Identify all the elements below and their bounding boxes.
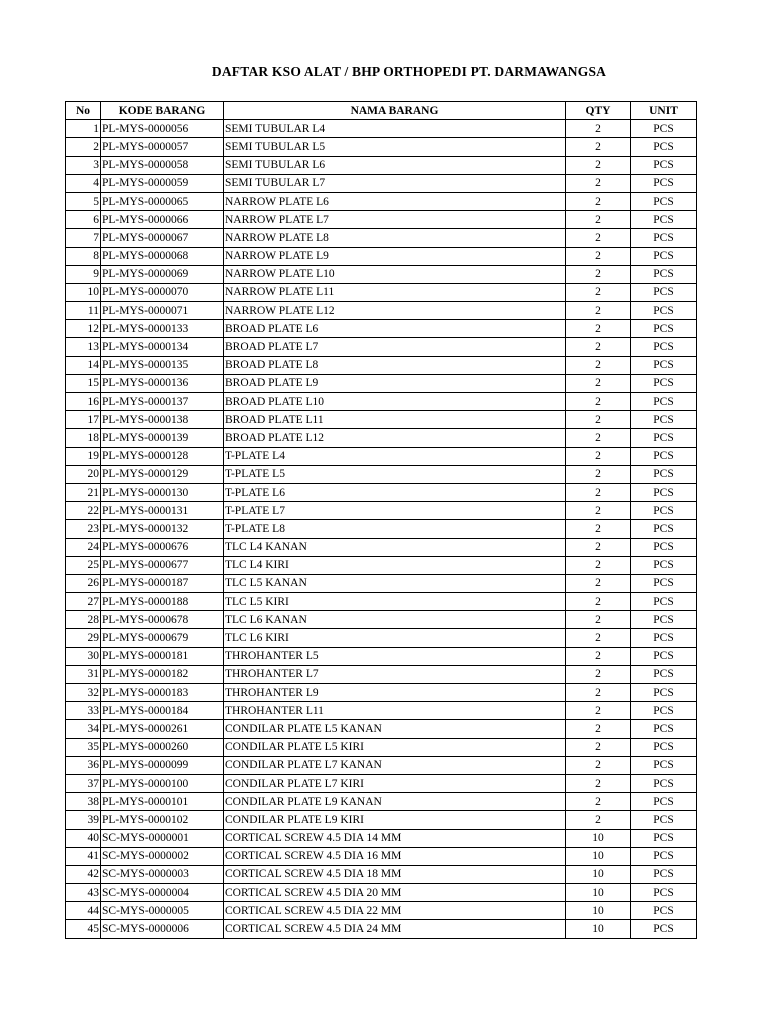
qty-cell: 10 [566,884,631,902]
row-number: 26 [66,574,101,592]
unit-cell: PCS [631,229,697,247]
nama-barang-cell: TLC L6 KANAN [224,611,566,629]
qty-cell: 2 [566,556,631,574]
row-number: 35 [66,738,101,756]
nama-barang-cell: BROAD PLATE L11 [224,411,566,429]
table-row [66,611,697,629]
kode-barang-cell: PL-MYS-0000182 [101,665,224,683]
kode-barang-cell: PL-MYS-0000067 [101,229,224,247]
kode-barang-cell: PL-MYS-0000134 [101,338,224,356]
qty-cell: 2 [566,593,631,611]
table-row [66,429,697,447]
unit-cell: PCS [631,593,697,611]
kode-barang-cell: PL-MYS-0000261 [101,720,224,738]
kode-barang-cell: PL-MYS-0000677 [101,556,224,574]
row-number: 33 [66,702,101,720]
qty-cell: 2 [566,483,631,501]
row-number: 2 [66,138,101,156]
nama-barang-cell: T-PLATE L5 [224,465,566,483]
row-number: 27 [66,593,101,611]
kode-barang-cell: PL-MYS-0000188 [101,593,224,611]
row-number: 30 [66,647,101,665]
unit-cell: PCS [631,138,697,156]
table-row [66,338,697,356]
kode-barang-cell: PL-MYS-0000128 [101,447,224,465]
table-row [66,174,697,192]
unit-cell: PCS [631,429,697,447]
row-number: 21 [66,483,101,501]
inventory-table [65,101,697,939]
kode-barang-cell: PL-MYS-0000057 [101,138,224,156]
qty-cell: 2 [566,665,631,683]
nama-barang-cell: T-PLATE L4 [224,447,566,465]
table-row [66,684,697,702]
kode-barang-cell: SC-MYS-0000001 [101,829,224,847]
row-number: 40 [66,829,101,847]
nama-barang-cell: T-PLATE L8 [224,520,566,538]
row-number: 34 [66,720,101,738]
qty-cell: 10 [566,865,631,883]
table-row [66,793,697,811]
qty-cell: 2 [566,283,631,301]
header-kode-barang: KODE BARANG [101,102,224,120]
header-no: No [66,102,101,120]
kode-barang-cell: PL-MYS-0000068 [101,247,224,265]
qty-cell: 2 [566,447,631,465]
kode-barang-cell: PL-MYS-0000058 [101,156,224,174]
unit-cell: PCS [631,920,697,938]
nama-barang-cell: NARROW PLATE L7 [224,211,566,229]
qty-cell: 2 [566,702,631,720]
kode-barang-cell: PL-MYS-0000679 [101,629,224,647]
row-number: 3 [66,156,101,174]
kode-barang-cell: SC-MYS-0000002 [101,847,224,865]
kode-barang-cell: PL-MYS-0000136 [101,374,224,392]
nama-barang-cell: CONDILAR PLATE L7 KIRI [224,774,566,792]
unit-cell: PCS [631,338,697,356]
table-row [66,811,697,829]
table-row [66,665,697,683]
row-number: 5 [66,192,101,210]
table-row [66,902,697,920]
qty-cell: 10 [566,920,631,938]
table-row [66,629,697,647]
kode-barang-cell: PL-MYS-0000181 [101,647,224,665]
unit-cell: PCS [631,156,697,174]
qty-cell: 2 [566,811,631,829]
row-number: 8 [66,247,101,265]
unit-cell: PCS [631,647,697,665]
unit-cell: PCS [631,411,697,429]
table-row [66,556,697,574]
kode-barang-cell: PL-MYS-0000102 [101,811,224,829]
unit-cell: PCS [631,774,697,792]
nama-barang-cell: CORTICAL SCREW 4.5 DIA 18 MM [224,865,566,883]
unit-cell: PCS [631,356,697,374]
table-row [66,502,697,520]
table-row [66,847,697,865]
qty-cell: 2 [566,647,631,665]
nama-barang-cell: T-PLATE L7 [224,502,566,520]
table-row [66,393,697,411]
row-number: 23 [66,520,101,538]
unit-cell: PCS [631,302,697,320]
table-row [66,538,697,556]
qty-cell: 10 [566,902,631,920]
qty-cell: 2 [566,320,631,338]
qty-cell: 2 [566,393,631,411]
header-unit: UNIT [631,102,697,120]
row-number: 38 [66,793,101,811]
unit-cell: PCS [631,447,697,465]
row-number: 31 [66,665,101,683]
unit-cell: PCS [631,811,697,829]
qty-cell: 2 [566,174,631,192]
qty-cell: 2 [566,538,631,556]
qty-cell: 2 [566,574,631,592]
table-row [66,774,697,792]
table-row [66,720,697,738]
qty-cell: 2 [566,756,631,774]
row-number: 44 [66,902,101,920]
nama-barang-cell: THROHANTER L5 [224,647,566,665]
kode-barang-cell: PL-MYS-0000184 [101,702,224,720]
table-row [66,138,697,156]
row-number: 10 [66,283,101,301]
qty-cell: 2 [566,411,631,429]
table-row [66,593,697,611]
unit-cell: PCS [631,865,697,883]
unit-cell: PCS [631,120,697,138]
table-row [66,465,697,483]
kode-barang-cell: PL-MYS-0000138 [101,411,224,429]
qty-cell: 10 [566,829,631,847]
nama-barang-cell: CORTICAL SCREW 4.5 DIA 16 MM [224,847,566,865]
nama-barang-cell: NARROW PLATE L11 [224,283,566,301]
nama-barang-cell: T-PLATE L6 [224,483,566,501]
table-row [66,283,697,301]
nama-barang-cell: CONDILAR PLATE L5 KIRI [224,738,566,756]
row-number: 14 [66,356,101,374]
table-row [66,920,697,938]
unit-cell: PCS [631,211,697,229]
qty-cell: 2 [566,120,631,138]
kode-barang-cell: PL-MYS-0000676 [101,538,224,556]
qty-cell: 2 [566,229,631,247]
unit-cell: PCS [631,393,697,411]
qty-cell: 2 [566,793,631,811]
table-row [66,756,697,774]
kode-barang-cell: PL-MYS-0000070 [101,283,224,301]
kode-barang-cell: SC-MYS-0000004 [101,884,224,902]
nama-barang-cell: THROHANTER L7 [224,665,566,683]
row-number: 6 [66,211,101,229]
table-row [66,302,697,320]
nama-barang-cell: TLC L5 KIRI [224,593,566,611]
row-number: 19 [66,447,101,465]
qty-cell: 2 [566,265,631,283]
kode-barang-cell: PL-MYS-0000069 [101,265,224,283]
unit-cell: PCS [631,265,697,283]
table-row [66,829,697,847]
table-header [66,102,697,120]
nama-barang-cell: THROHANTER L11 [224,702,566,720]
header-row [66,102,697,120]
row-number: 18 [66,429,101,447]
table-row [66,647,697,665]
table-row [66,374,697,392]
row-number: 20 [66,465,101,483]
table-row [66,156,697,174]
row-number: 1 [66,120,101,138]
qty-cell: 2 [566,684,631,702]
table-row [66,702,697,720]
row-number: 29 [66,629,101,647]
table-row [66,320,697,338]
row-number: 37 [66,774,101,792]
nama-barang-cell: TLC L4 KIRI [224,556,566,574]
nama-barang-cell: BROAD PLATE L10 [224,393,566,411]
row-number: 15 [66,374,101,392]
nama-barang-cell: BROAD PLATE L7 [224,338,566,356]
row-number: 41 [66,847,101,865]
nama-barang-cell: TLC L6 KIRI [224,629,566,647]
qty-cell: 2 [566,338,631,356]
qty-cell: 2 [566,520,631,538]
row-number: 36 [66,756,101,774]
row-number: 13 [66,338,101,356]
qty-cell: 2 [566,356,631,374]
unit-cell: PCS [631,465,697,483]
nama-barang-cell: SEMI TUBULAR L4 [224,120,566,138]
unit-cell: PCS [631,538,697,556]
kode-barang-cell: PL-MYS-0000066 [101,211,224,229]
row-number: 42 [66,865,101,883]
nama-barang-cell: CONDILAR PLATE L9 KIRI [224,811,566,829]
table-row [66,211,697,229]
nama-barang-cell: NARROW PLATE L10 [224,265,566,283]
unit-cell: PCS [631,192,697,210]
nama-barang-cell: SEMI TUBULAR L7 [224,174,566,192]
kode-barang-cell: SC-MYS-0000006 [101,920,224,938]
nama-barang-cell: THROHANTER L9 [224,684,566,702]
table-row [66,411,697,429]
nama-barang-cell: SEMI TUBULAR L5 [224,138,566,156]
kode-barang-cell: PL-MYS-0000129 [101,465,224,483]
table-row [66,865,697,883]
unit-cell: PCS [631,556,697,574]
unit-cell: PCS [631,174,697,192]
nama-barang-cell: SEMI TUBULAR L6 [224,156,566,174]
kode-barang-cell: PL-MYS-0000678 [101,611,224,629]
row-number: 24 [66,538,101,556]
table-row [66,738,697,756]
kode-barang-cell: PL-MYS-0000131 [101,502,224,520]
kode-barang-cell: PL-MYS-0000056 [101,120,224,138]
nama-barang-cell: NARROW PLATE L9 [224,247,566,265]
qty-cell: 2 [566,374,631,392]
kode-barang-cell: PL-MYS-0000133 [101,320,224,338]
qty-cell: 2 [566,738,631,756]
row-number: 16 [66,393,101,411]
row-number: 32 [66,684,101,702]
qty-cell: 2 [566,156,631,174]
nama-barang-cell: CORTICAL SCREW 4.5 DIA 20 MM [224,884,566,902]
kode-barang-cell: PL-MYS-0000059 [101,174,224,192]
kode-barang-cell: PL-MYS-0000130 [101,483,224,501]
qty-cell: 2 [566,138,631,156]
unit-cell: PCS [631,320,697,338]
nama-barang-cell: NARROW PLATE L12 [224,302,566,320]
nama-barang-cell: BROAD PLATE L9 [224,374,566,392]
kode-barang-cell: PL-MYS-0000187 [101,574,224,592]
unit-cell: PCS [631,902,697,920]
unit-cell: PCS [631,756,697,774]
nama-barang-cell: BROAD PLATE L6 [224,320,566,338]
nama-barang-cell: NARROW PLATE L8 [224,229,566,247]
qty-cell: 2 [566,302,631,320]
row-number: 11 [66,302,101,320]
kode-barang-cell: PL-MYS-0000183 [101,684,224,702]
unit-cell: PCS [631,483,697,501]
kode-barang-cell: PL-MYS-0000135 [101,356,224,374]
qty-cell: 2 [566,247,631,265]
table-row [66,120,697,138]
unit-cell: PCS [631,520,697,538]
unit-cell: PCS [631,283,697,301]
table-row [66,356,697,374]
row-number: 22 [66,502,101,520]
unit-cell: PCS [631,629,697,647]
unit-cell: PCS [631,829,697,847]
unit-cell: PCS [631,247,697,265]
kode-barang-cell: PL-MYS-0000137 [101,393,224,411]
qty-cell: 2 [566,629,631,647]
nama-barang-cell: NARROW PLATE L6 [224,192,566,210]
nama-barang-cell: TLC L4 KANAN [224,538,566,556]
header-nama-barang: NAMA BARANG [224,102,566,120]
qty-cell: 2 [566,502,631,520]
kode-barang-cell: PL-MYS-0000071 [101,302,224,320]
unit-cell: PCS [631,738,697,756]
kode-barang-cell: PL-MYS-0000132 [101,520,224,538]
nama-barang-cell: CORTICAL SCREW 4.5 DIA 22 MM [224,902,566,920]
table-row [66,884,697,902]
unit-cell: PCS [631,847,697,865]
nama-barang-cell: CONDILAR PLATE L7 KANAN [224,756,566,774]
unit-cell: PCS [631,684,697,702]
table-body [66,120,697,938]
unit-cell: PCS [631,502,697,520]
kode-barang-cell: SC-MYS-0000005 [101,902,224,920]
kode-barang-cell: PL-MYS-0000100 [101,774,224,792]
table-row [66,192,697,210]
table-row [66,447,697,465]
qty-cell: 2 [566,211,631,229]
qty-cell: 2 [566,774,631,792]
nama-barang-cell: BROAD PLATE L12 [224,429,566,447]
row-number: 4 [66,174,101,192]
nama-barang-cell: BROAD PLATE L8 [224,356,566,374]
nama-barang-cell: CONDILAR PLATE L9 KANAN [224,793,566,811]
document-title: DAFTAR KSO ALAT / BHP ORTHOPEDI PT. DARMAWANGSA [211,64,607,79]
unit-cell: PCS [631,611,697,629]
row-number: 28 [66,611,101,629]
row-number: 43 [66,884,101,902]
qty-cell: 2 [566,192,631,210]
nama-barang-cell: CORTICAL SCREW 4.5 DIA 24 MM [224,920,566,938]
row-number: 45 [66,920,101,938]
table-row [66,574,697,592]
kode-barang-cell: PL-MYS-0000139 [101,429,224,447]
header-qty: QTY [566,102,631,120]
row-number: 7 [66,229,101,247]
unit-cell: PCS [631,702,697,720]
nama-barang-cell: CONDILAR PLATE L5 KANAN [224,720,566,738]
row-number: 9 [66,265,101,283]
nama-barang-cell: CORTICAL SCREW 4.5 DIA 14 MM [224,829,566,847]
row-number: 39 [66,811,101,829]
qty-cell: 2 [566,720,631,738]
qty-cell: 10 [566,847,631,865]
unit-cell: PCS [631,374,697,392]
table-row [66,229,697,247]
kode-barang-cell: SC-MYS-0000003 [101,865,224,883]
unit-cell: PCS [631,793,697,811]
kode-barang-cell: PL-MYS-0000260 [101,738,224,756]
kode-barang-cell: PL-MYS-0000099 [101,756,224,774]
table-row [66,265,697,283]
table-row [66,520,697,538]
nama-barang-cell: TLC L5 KANAN [224,574,566,592]
row-number: 25 [66,556,101,574]
unit-cell: PCS [631,574,697,592]
qty-cell: 2 [566,429,631,447]
unit-cell: PCS [631,720,697,738]
unit-cell: PCS [631,884,697,902]
table-row [66,483,697,501]
kode-barang-cell: PL-MYS-0000065 [101,192,224,210]
kode-barang-cell: PL-MYS-0000101 [101,793,224,811]
row-number: 12 [66,320,101,338]
table-row [66,247,697,265]
unit-cell: PCS [631,665,697,683]
qty-cell: 2 [566,611,631,629]
qty-cell: 2 [566,465,631,483]
row-number: 17 [66,411,101,429]
